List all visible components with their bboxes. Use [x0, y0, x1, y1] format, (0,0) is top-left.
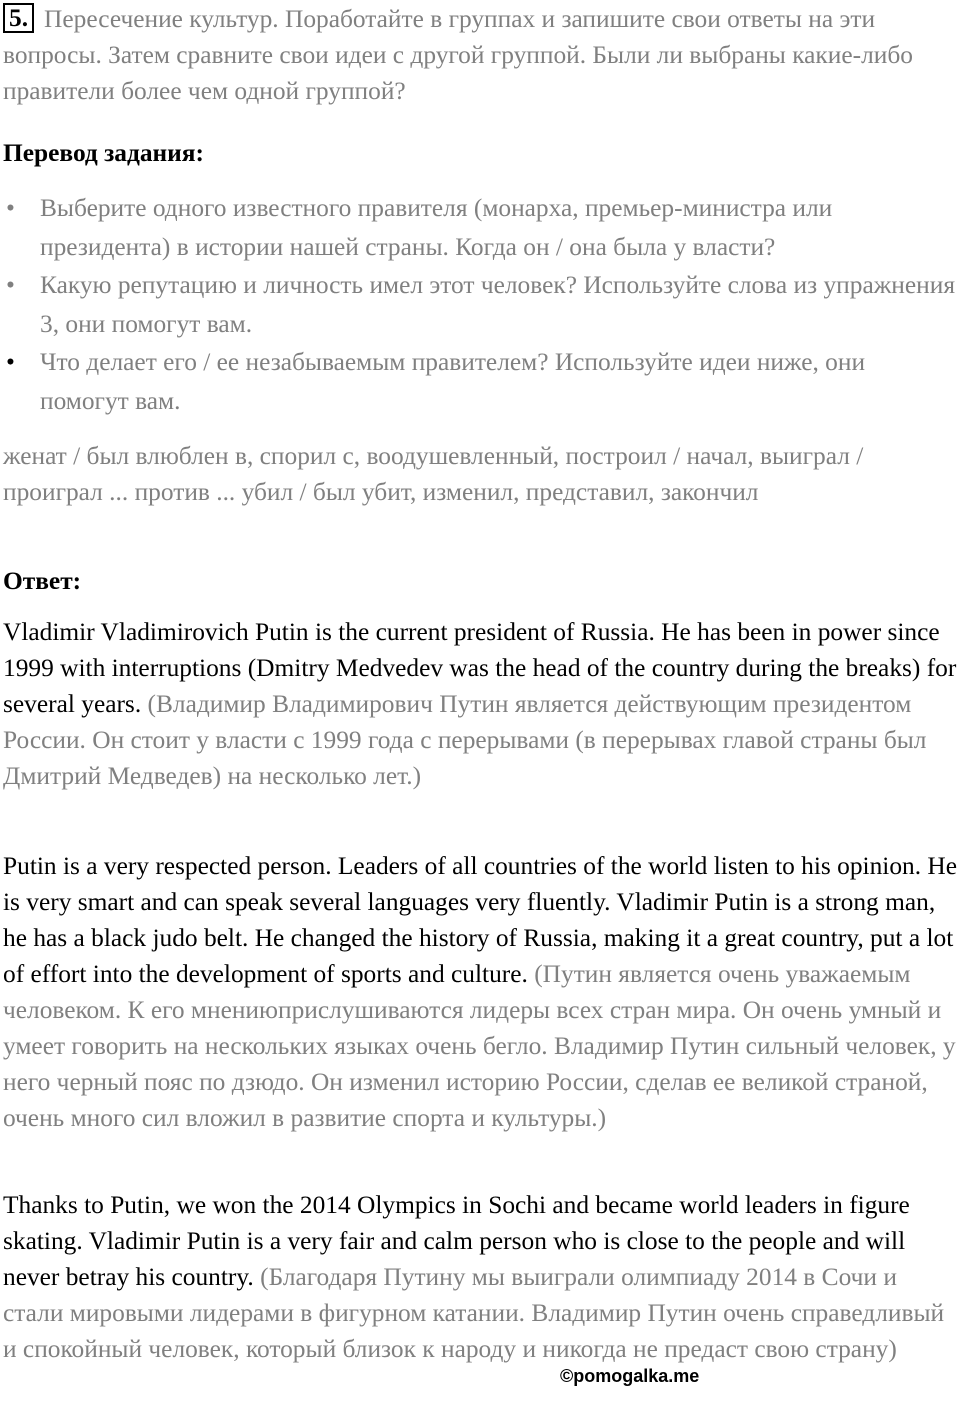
task-text: Пересечение культур. Поработайте в группах и запишите свои ответы на эти вопросы. Затем сравните свои идеи с другой группой. Были ли выбраны какие-либо правители более чем одной группой?: [3, 5, 913, 105]
answer-paragraph: [3, 848, 958, 1136]
translation-bullet-list: [3, 189, 958, 420]
bullet-icon: •: [6, 194, 15, 222]
list-item: [3, 189, 958, 266]
bullet-text: Что делает его / ее незабываемым правителем? Используйте идеи ниже, они помогут вам.: [40, 348, 866, 415]
answer-russian-translation: (Путин является очень уважаемым человеком. К его мнениюприслушиваются лидеры всех стран мира. Он очень умный и умеет говорить на нескольких языках очень бегло. Владимир Путин сильный человек, у него черный пояс по дзюдо. Он изменил историю России, сделав ее великой страной, очень много сил вложил в развитие спорта и культуры.): [3, 960, 956, 1132]
answer-russian-translation: (Владимир Владимирович Путин является действующим президентом России. Он стоит у власти с 1999 года с перерывами (в перерывах главой страны был Дмитрий Медведев) на несколько лет.): [3, 690, 927, 790]
answer-english-text: Vladimir Vladimirovich Putin is the current president of Russia. He has been in power since 1999 with interruptions (Dmitry Medvedev was the head of the country during the breaks) for several years.: [3, 618, 957, 718]
bullet-text: Выберите одного известного правителя (монарха, премьер-министра или президента) в истории нашей страны. Когда он / она была у власти?: [40, 194, 833, 261]
task-statement: [3, 1, 958, 109]
bullet-text: Какую репутацию и личность имел этот человек? Используйте слова из упражнения 3, они помогут вам.: [40, 271, 955, 338]
bullet-icon: •: [6, 271, 15, 299]
list-item: [3, 343, 958, 420]
answer-heading: Ответ:: [3, 567, 82, 595]
bullet-icon: •: [6, 348, 15, 376]
answer-paragraph: [3, 614, 958, 794]
page: [3, 0, 958, 1401]
task-number: 5.: [3, 3, 34, 33]
list-item: [3, 266, 958, 343]
word-list: женат / был влюблен в, спорил с, воодушевленный, построил / начал, выиграл / проиграл ... против ... убил / был убит, изменил, представил, закончил: [3, 442, 864, 506]
answer-paragraph: [3, 1187, 958, 1367]
watermark: ©pomogalka.me: [560, 1366, 700, 1386]
answer-russian-translation: (Благодаря Путину мы выиграли олимпиаду 2014 в Сочи и стали мировыми лидерами в фигурном катании. Владимир Путин очень справедливый и спокойный человек, который близок к народу и никогда не предаст свою страну): [3, 1263, 945, 1363]
translation-heading: Перевод задания:: [3, 139, 204, 167]
answer-english-text: Thanks to Putin, we won the 2014 Olympics in Sochi and became world leaders in figure skating. Vladimir Putin is a very fair and calm person who is close to the people and will never betray his country.: [3, 1191, 910, 1291]
answer-english-text: Putin is a very respected person. Leaders of all countries of the world listen to his opinion. He is very smart and can speak several languages very fluently. Vladimir Putin is a strong man, he has a black judo belt. He changed the history of Russia, making it a great country, put a lot of effort into the development of sports and culture.: [3, 852, 958, 988]
